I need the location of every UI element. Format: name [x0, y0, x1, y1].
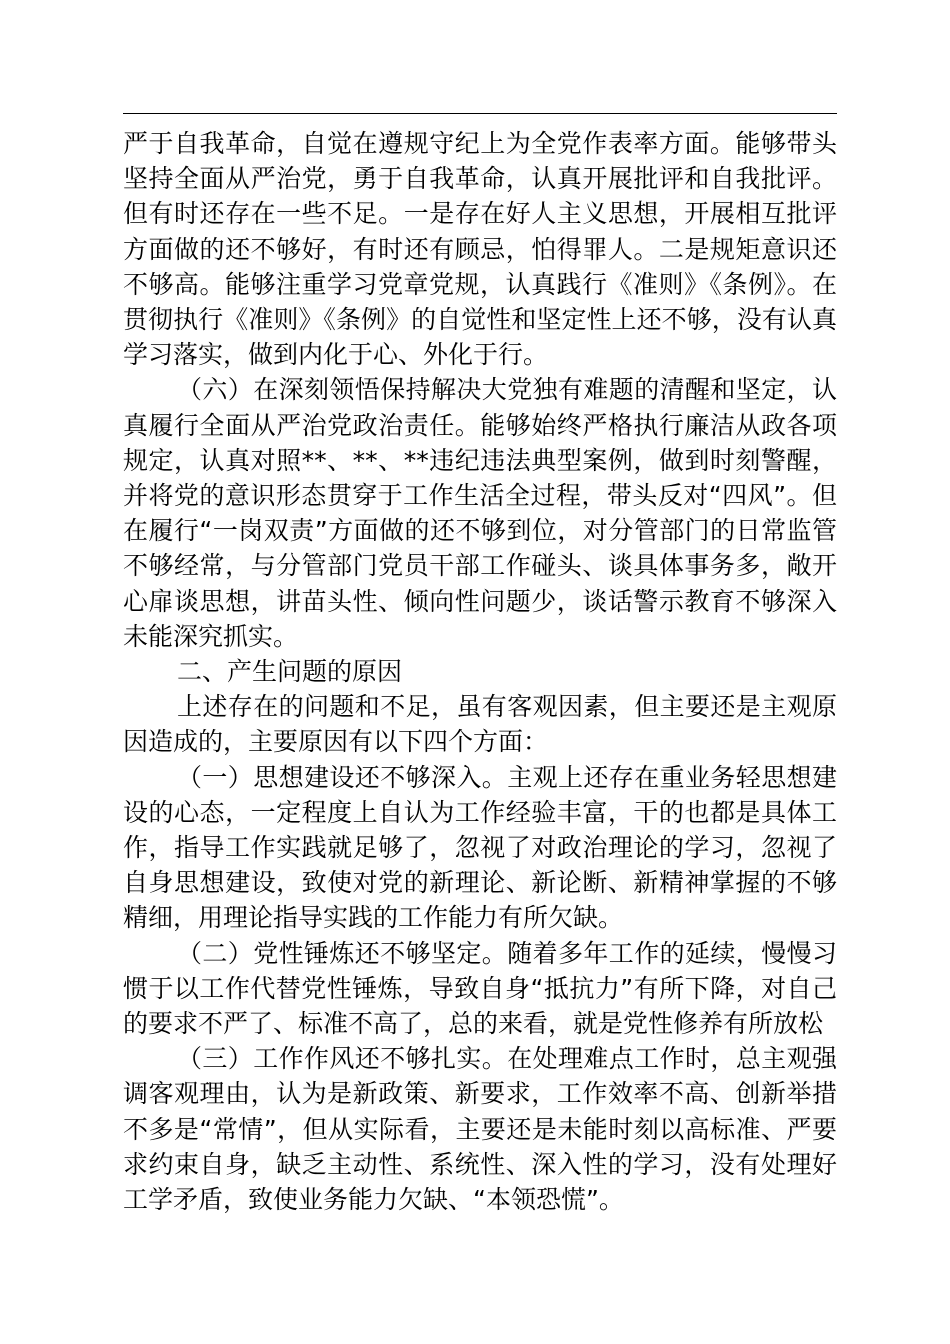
paragraph-cause-one: （一）思想建设还不够深入。主观上还存在重业务轻思想建设的心态，一定程度上自认为工作经验丰富，干的也都是具体工作，指导工作实践就足够了，忽视了对政治理论的学习，忽视了自身思想建设，致使对党的新理论、新论断、新精神掌握的不够精细，用理论指导实践的工作能力有所欠缺。: [123, 762, 837, 933]
paragraph-six: （六）在深刻领悟保持解决大党独有难题的清醒和坚定，认真履行全面从严治党政治责任。能够始终严格执行廉洁从政各项规定，认真对照**、**、**违纪违法典型案例，做到时刻警醒，并将党的意识形态贯穿于工作生活全过程，带头反对“四风”。但在履行“一岗双责”方面做的还不够到位，对分管部门的日常监管不够经常，与分管部门党员干部工作碰头、谈具体事务多，敞开心扉谈思想，讲苗头性、倾向性问题少，谈话警示教育不够深入未能深究抓实。: [123, 375, 837, 651]
paragraph-cause-three: （三）工作作风还不够扎实。在处理难点工作时，总主观强调客观理由，认为是新政策、新要求，工作效率不高、创新举措不多是“常情”，但从实际看，主要还是未能时刻以高标准、严要求约束自身，缺乏主动性、系统性、深入性的学习，没有处理好工学矛盾，致使业务能力欠缺、“本领恐慌”。: [123, 1044, 837, 1215]
paragraph-self-revolution: 严于自我革命，自觉在遵规守纪上为全党作表率方面。能够带头坚持全面从严治党，勇于自我革命，认真开展批评和自我批评。但有时还存在一些不足。一是存在好人主义思想，开展相互批评方面做的还不够好，有时还有顾忌，怕得罪人。二是规矩意识还不够高。能够注重学习党章党规，认真践行《准则》《条例》。在贯彻执行《准则》《条例》的自觉性和坚定性上还不够，没有认真学习落实，做到内化于心、外化于行。: [123, 129, 837, 370]
paragraph-cause-two: （二）党性锤炼还不够坚定。随着多年工作的延续，慢慢习惯于以工作代替党性锤炼，导致自身“抵抗力”有所下降，对自己的要求不严了、标准不高了，总的来看，就是党性修养有所放松: [123, 938, 837, 1039]
section-heading-causes: 二、产生问题的原因: [177, 657, 403, 687]
paragraph-causes-intro: 上述存在的问题和不足，虽有客观因素，但主要还是主观原因造成的，主要原因有以下四个方面：: [123, 692, 837, 757]
document-body: [123, 126, 837, 1217]
header-rule: [123, 113, 837, 114]
